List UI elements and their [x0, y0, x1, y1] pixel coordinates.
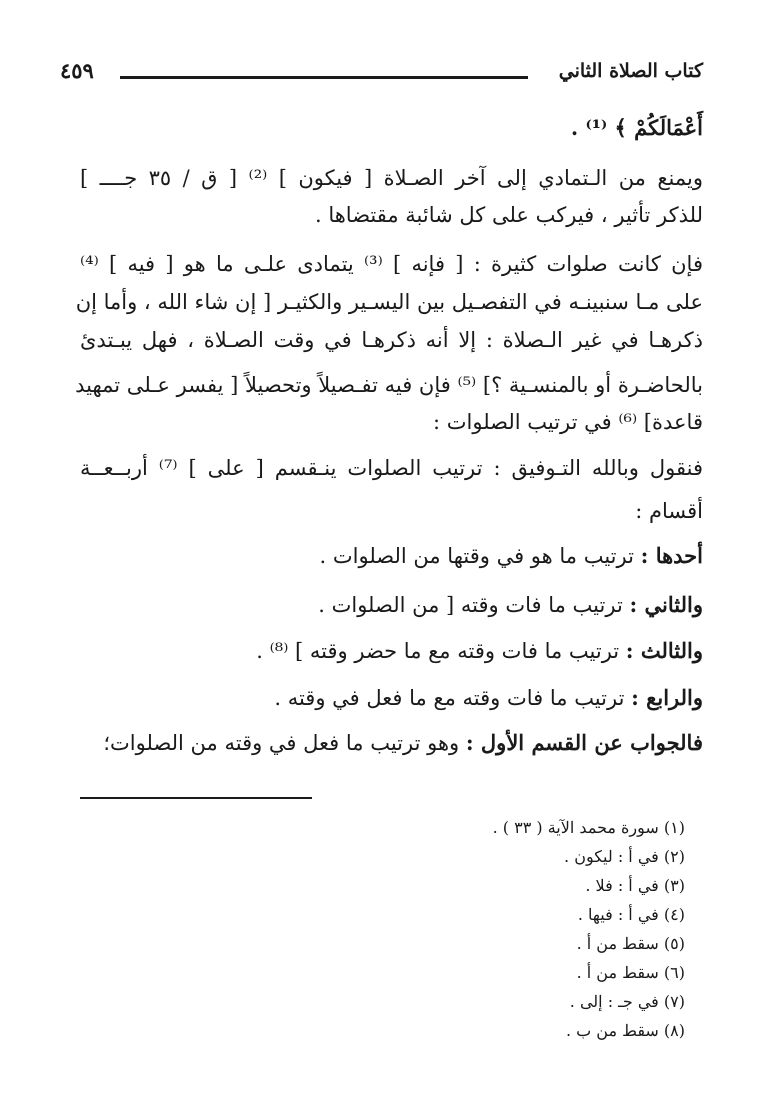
running-header — [60, 58, 703, 94]
list-item-3 — [256, 636, 703, 666]
text-line-4: فإن كانت صلوات كثيرة : [ فإنه ] ⁽³⁾ يتمادى علـى ما هو [ فيه ] ⁽⁴⁾ — [80, 252, 703, 276]
text-line-2: ويمنع من الـتمادي إلى آخر الصـلاة [ فيكون ] ⁽²⁾ [ ق / ٣٥ جــــ ] — [80, 166, 704, 190]
footnote: (٨) سقط من ب . — [565, 1021, 685, 1040]
chapter-title: كتاب الصلاة الثاني — [558, 60, 703, 82]
footnote: (٧) في جـ : إلى . — [569, 992, 685, 1011]
text-line-7: بالحاضـرة أو بالمنسـية ؟] ⁽⁵⁾ فإن فيه تفـصيلاً وتحصيلاً [ يفسر عـلى تمهيد — [75, 373, 703, 397]
text-line-5: على مـا سنبينـه في التفصـيل بين اليسـير والكثيـر [ إن شاء الله ، وأما إن — [75, 290, 703, 314]
answer-text: وهو ترتيب ما فعل في وقته من الصلوات؛ — [103, 731, 466, 755]
list-item-label: أحدها : — [640, 543, 703, 568]
footnote: (١) سورة محمد الآية ( ٣٣ ) . — [492, 818, 685, 837]
list-item-label: والثاني : — [629, 592, 703, 617]
text-line-9: فنقول وبالله التـوفيق : ترتيب الصلوات ينـقسم [ على ] ⁽⁷⁾ أربــعــة — [80, 456, 703, 480]
footnote: (٦) سقط من أ . — [576, 963, 685, 982]
footnote: (٥) سقط من أ . — [576, 934, 685, 953]
answer-label: فالجواب عن القسم الأول : — [465, 730, 703, 755]
page-number: ٤٥٩ — [60, 58, 94, 83]
footnote: (٢) في أ : ليكون . — [564, 847, 685, 866]
list-item-text: ترتيب ما فات وقته مع ما فعل في وقته . — [274, 686, 632, 710]
text-line-10: أقسام : — [635, 499, 703, 523]
list-item-label: والثالث : — [625, 638, 703, 663]
list-item-label: والرابع : — [631, 685, 703, 710]
list-item-text: ترتيب ما فات وقته مع ما حضر وقته ] ⁽⁸⁾ . — [256, 639, 626, 663]
text-line-8: قاعدة] ⁽⁶⁾ في ترتيب الصلوات : — [432, 410, 703, 434]
footnote-separator — [80, 797, 312, 799]
header-rule — [120, 76, 528, 79]
list-item-4 — [274, 683, 703, 713]
text-line-6: ذكرهـا في غير الـصلاة : إلا أنه ذكرهـا في وقت الصـلاة ، فهل يبـتدئ — [80, 328, 703, 352]
footnote: (٣) في أ : فلا . — [585, 876, 685, 895]
answer-line — [103, 728, 703, 758]
list-item-text: ترتيب ما هو في وقتها من الصلوات . — [319, 544, 641, 568]
list-item-1 — [320, 541, 703, 571]
text-line-3: للذكر تأثير ، فيركب على كل شائبة مقتضاها . — [314, 203, 703, 227]
list-item-text: ترتيب ما فات وقته [ من الصلوات . — [318, 593, 630, 617]
footnote: (٤) في أ : فيها . — [577, 905, 685, 924]
list-item-2 — [318, 590, 703, 620]
text-line-1: أَعْمَالَكُمْ ﴾ ⁽¹⁾ . — [570, 115, 703, 140]
